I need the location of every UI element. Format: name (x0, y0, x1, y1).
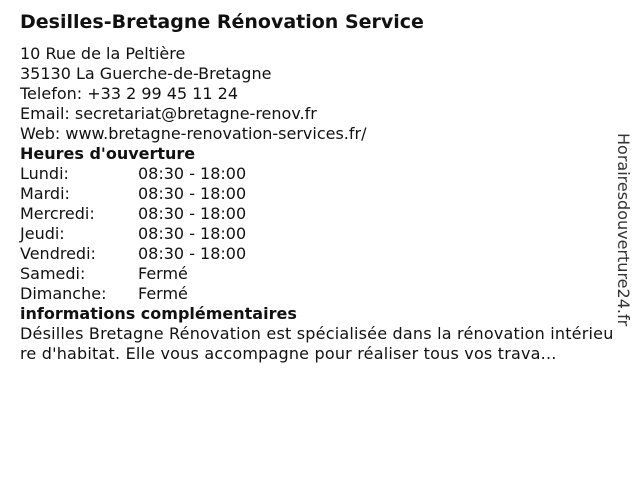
hours-row-wednesday (20, 204, 610, 224)
hours-time: Fermé (138, 284, 188, 303)
hours-time: 08:30 - 18:00 (138, 184, 247, 203)
email-address[interactable]: Email: secretariat@bretagne-renov.fr (20, 104, 317, 123)
hours-row-sunday (20, 284, 610, 304)
hours-row-friday (20, 244, 610, 264)
hours-day: Jeudi: (20, 224, 65, 243)
opening-hours-heading: Heures d'ouverture (20, 144, 196, 163)
hours-time: 08:30 - 18:00 (138, 164, 247, 183)
hours-time: 08:30 - 18:00 (138, 224, 247, 243)
hours-day: Mercredi: (20, 204, 95, 223)
hours-row-thursday (20, 224, 610, 244)
business-card (20, 10, 614, 364)
hours-row-monday (20, 164, 610, 184)
address-city: 35130 La Guerche-de-Bretagne (20, 64, 272, 83)
phone-number[interactable]: Telefon: +33 2 99 45 11 24 (20, 84, 239, 103)
hours-row-tuesday (20, 184, 610, 204)
hours-day: Mardi: (20, 184, 70, 203)
hours-time: Fermé (138, 264, 188, 283)
business-name: Desilles-Bretagne Rénovation Service (20, 11, 424, 33)
hours-row-saturday (20, 264, 610, 284)
additional-info-heading: informations complémentaires (20, 304, 297, 323)
hours-time: 08:30 - 18:00 (138, 244, 247, 263)
hours-day: Lundi: (20, 164, 69, 183)
hours-day: Samedi: (20, 264, 86, 283)
address-street: 10 Rue de la Peltière (20, 44, 186, 63)
opening-hours-table (20, 164, 610, 304)
additional-info-text: Désilles Bretagne Rénovation est spécialisée dans la rénovation intérieure d'habitat. Elle vous accompagne pour réaliser tous vos trava... (20, 324, 614, 363)
site-watermark-label: Horairesdouverture24.fr (614, 133, 633, 327)
hours-day: Vendredi: (20, 244, 96, 263)
hours-day: Dimanche: (20, 284, 107, 303)
contact-block (20, 44, 610, 144)
website-link[interactable]: Web: www.bretagne-renovation-services.fr/ (20, 124, 367, 143)
hours-time: 08:30 - 18:00 (138, 204, 247, 223)
